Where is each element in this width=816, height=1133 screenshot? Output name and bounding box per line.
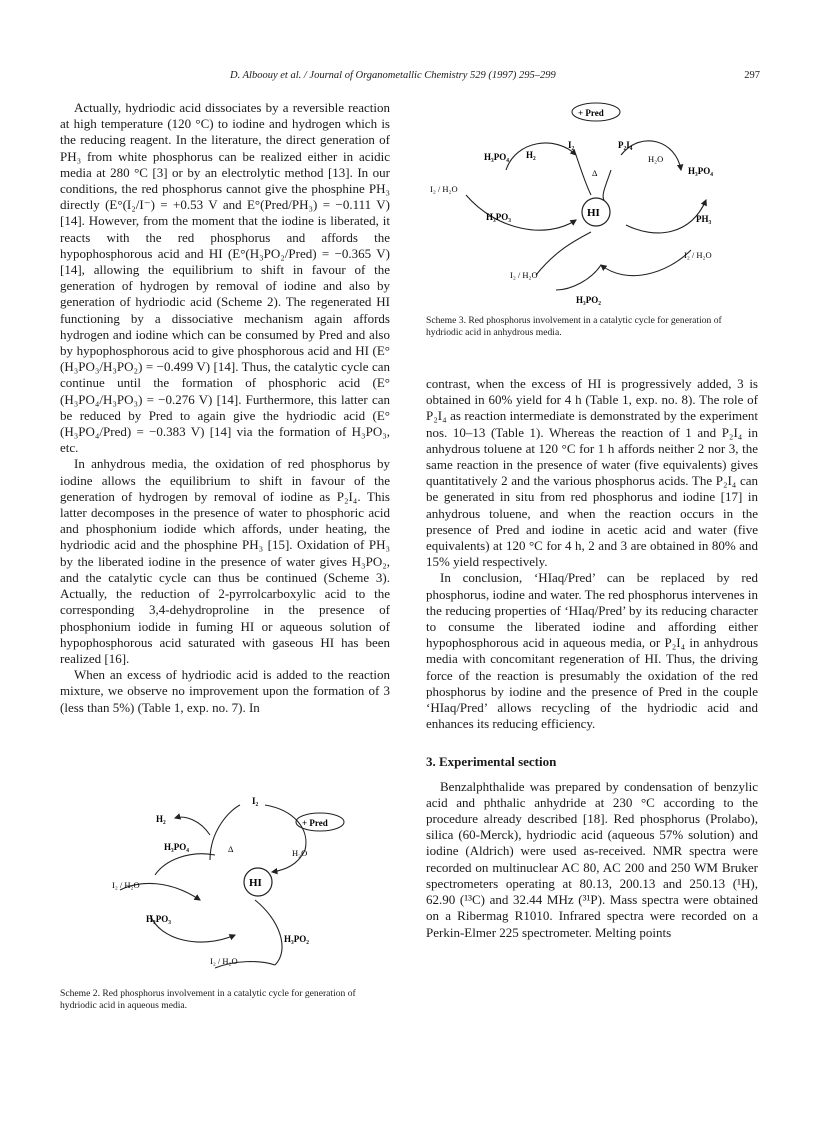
label-h3po2: H₃PO₂: [284, 934, 309, 944]
scheme-3-caption: Scheme 3. Red phosphorus involvement in a catalytic cycle for generation of hydriodic acid in anhydrous media.: [426, 315, 722, 338]
scheme-2-caption: Scheme 2. Red phosphorus involvement in a catalytic cycle for generation of hydriodic acid in aqueous media.: [60, 988, 356, 1011]
scheme-2: [60, 790, 390, 1012]
left-column: [60, 100, 390, 716]
paragraph: In anhydrous media, the oxidation of red phosphorus by iodine allows the equilibrium to shift in favour of the generation of hydrogen by removal of iodine as P₂I₄. This latter decomposes in the presence of water to phosphoric acid and phosphonium iodide which affords, under heating, the hydriodic acid and the phosphine PH₃ [15]. Oxidation of PH₃ by the liberated iodine in the presence of water gives H₃PO₂, and the catalytic cycle can thus be continued (Scheme 3). Actually, the reduction of 2-pyrrolcarboxylic acid to the corresponding 3,4-dehydroproline in the presence of phosphonium iodide in fuming HI or aqueous solution of hypophosphorous acid saturated with gaseous HI has been realized [16].: [60, 456, 390, 666]
label-i2h2o-right: I₂ / H₂O: [684, 250, 712, 260]
paragraph: contrast, when the excess of HI is progressively added, 3 is obtained in 60% yield for 4 h (Table 1, exp. no. 8). The role of P₂I₄ as reaction intermediate is demonstrated by the experiment nos. 10–13 (Table 1). Whereas the reaction of 1 and P₂I₄ in anhydrous toluene at 120 °C for 1 h affords neither 2 nor 3, the same reaction in the presence of water (five equivalents) gives quantitatively 2 and the various phosphorus acids. The P₂I₄ can be generated in situ from red phosphorus and iodine [17] in anhydrous toluene, and when the reaction occurs in the presence of Pred and iodine in acetic acid and water (five equivalents) at 120 °C for 4 h, 2 and 3 are obtained in 80% and 15% yield respectively.: [426, 376, 758, 570]
label-i2h2o-left: I₂ / H₂O: [112, 880, 140, 890]
paragraph: When an excess of hydriodic acid is added to the reaction mixture, we observe no improvement upon the formation of 3 (less than 5%) (Table 1, exp. no. 7). In: [60, 667, 390, 715]
scheme-3-diagram: [426, 100, 758, 305]
label-i2: I₂: [252, 796, 259, 806]
scheme-2-diagram: [60, 790, 390, 980]
label-h2: H₂: [156, 814, 166, 824]
right-column: [426, 376, 758, 941]
label-h2: H₂: [526, 150, 536, 160]
label-h3po3: H₃PO₃: [146, 914, 171, 924]
paragraph: In conclusion, ‘HIaq/Pred’ can be replaced by red phosphorus, iodine and water. The red phosphorus intervenes in the reducing properties of ‘HIaq/Pred’ by its reducing character to consume the liberated iodine and affording either hypophosphorous acid in aqueous media, or P₂I₄ in anhydrous media with concomitant regeneration of HI. Thus, the driving force of the reaction is presumably the oxidation of the red phosphorus by iodine and the presence of Pred in the couple ‘HIaq/Pred’ allows recycling of the hydriodic acid and enhances its reducing efficiency.: [426, 570, 758, 732]
label-h3po4-left: H₃PO₄: [484, 152, 509, 162]
label-h3po4-right: H₃PO₄: [688, 166, 713, 176]
label-i2h2o-bottom: I₂ / H₂O: [510, 270, 538, 280]
label-i2h2o-left: I₂ / H₂O: [430, 184, 458, 194]
page-number: 297: [744, 70, 760, 81]
label-i2: I₂: [568, 140, 575, 150]
label-pred: + Pred: [302, 818, 328, 828]
label-h3po2: H₃PO₂: [576, 295, 601, 305]
label-delta: Δ: [592, 168, 598, 178]
label-h2o: H₂O: [292, 848, 308, 858]
label-h3po4: H₃PO₄: [164, 842, 189, 852]
label-h2o-right: H₂O: [648, 154, 664, 164]
label-i2h2o-bottom: I₂ / H₂O: [210, 956, 238, 966]
section-title: 3. Experimental section: [426, 754, 557, 770]
paragraph: Actually, hydriodic acid dissociates by a reversible reaction at high temperature (120 °C) to iodine and hydrogen which is the reducing reagent. In the literature, the direct generation of PH₃ from white phosphorus can be realized either in acidic media at 280 °C [3] or by an electrolytic method [13]. In our conditions, the red phosphorus cannot give the phosphine PH₃ directly (E°(I₂/I⁻) = +0.53 V and E°(Pred/PH₃) = −0.111 V) [14]. However, from the moment that the iodine is liberated, it reacts with the red phosphorus and affords the hypophosphorous acid and HI (E°(H₃PO₂/Pred) = −0.365 V) [14], allowing the equilibrium to shift in favour of the generation of hydrogen by removal of iodine and also by generation of hydriodic acid (Scheme 2). The regenerated HI functioning by a dissociative mechanism again affords hydrogen and iodine which can be consumed by Pred and also by hypophosphorous acid to give phosphorous acid and HI (E°(H₃PO₃/H₃PO₂) = −0.499 V) [14]. Thus, the catalytic cycle can continue until the formation of phosphoric acid (E°(H₃PO₄/H₃PO₃) = −0.276 V) [14]. Furthermore, this latter can be reduced by Pred to again give the hydriodic acid (E°(H₃PO₄/Pred) = −0.383 V) [14] via the formation of H₃PO₃, etc.: [60, 100, 390, 456]
label-delta: Δ: [228, 844, 234, 854]
label-hi: HI: [587, 207, 600, 219]
label-ph3: PH₃: [696, 214, 712, 224]
label-h3po3: H₃PO₃: [486, 212, 511, 222]
paragraph: Benzalphthalide was prepared by condensation of benzylic acid and phthalic anhydride at 230 °C according to the procedure already described [18]. Red phosphorus (Prolabo), silica (60-Merck), hydriodic acid (aqueous 57% solution) and iodine (Aldrich) were used as-received. NMR spectra were recorded on multinuclear AC 80, AC 200 and 250 WM Bruker spectrometers operating at 80.13, 200.13 and 250.13 (¹H), 62.90 (¹³C) and 32.44 MHz (³¹P). Mass spectra were obtained on a Ribermag R1010. Infrared spectra were recorded on a Perkin-Elmer 225 spectrometer. Melting points: [426, 778, 758, 940]
journal-citation: D. Alboouy et al. / Journal of Organometallic Chemistry 529 (1997) 295–299: [230, 70, 556, 81]
label-hi: HI: [249, 877, 262, 889]
scheme-3: [426, 100, 758, 339]
label-pred: + Pred: [578, 108, 604, 118]
label-p2i4: P₂I₄: [618, 140, 633, 150]
